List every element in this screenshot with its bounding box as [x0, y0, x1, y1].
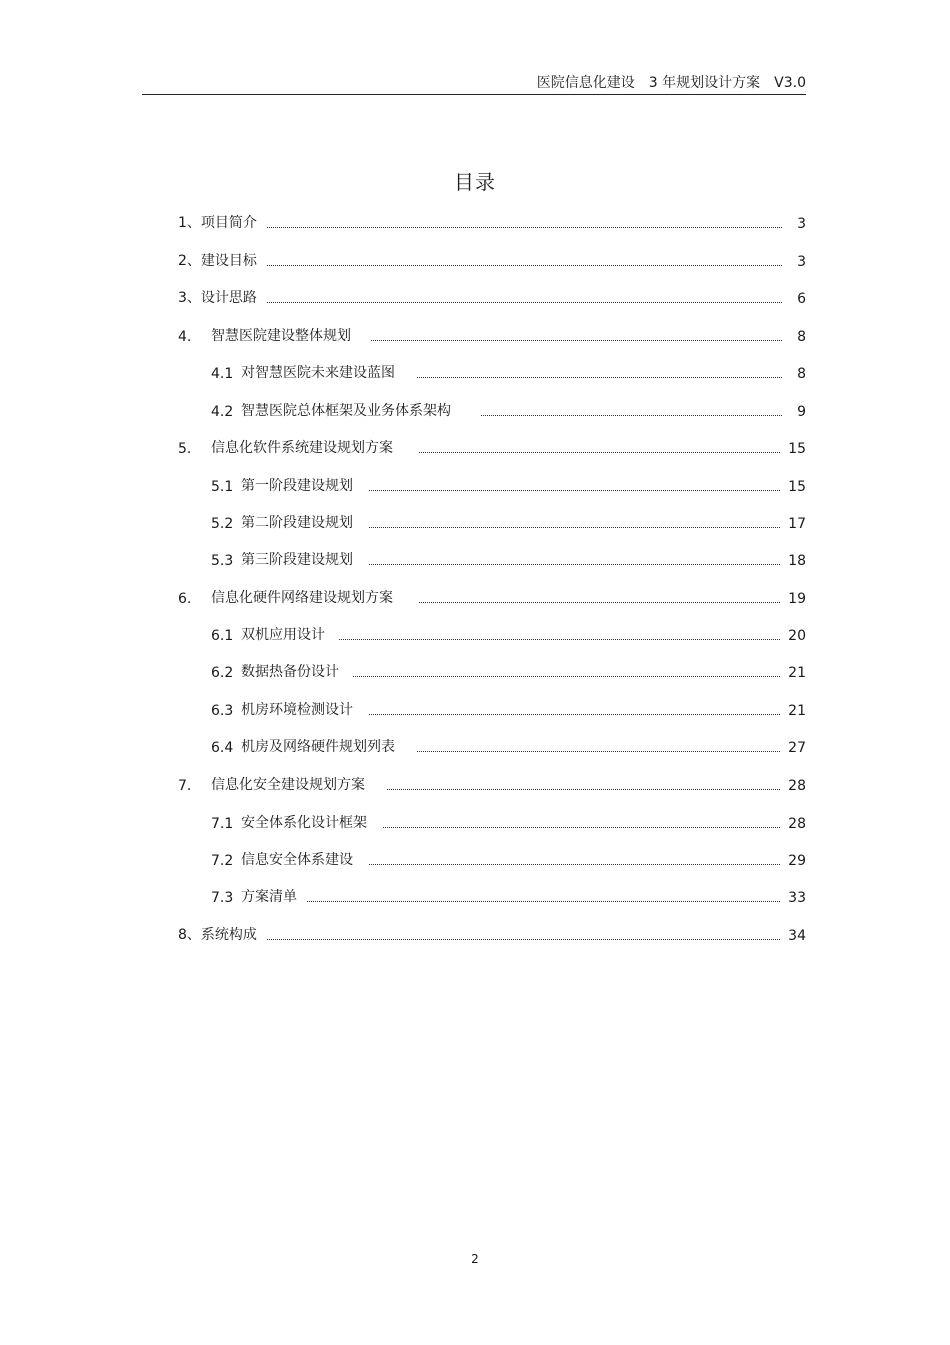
- toc-entry[interactable]: [211, 512, 806, 532]
- toc-title: 目录: [454, 170, 496, 194]
- toc-leader-dots: [387, 788, 780, 790]
- toc-entry-label: 方案清单: [241, 889, 297, 905]
- toc-entry[interactable]: [178, 774, 806, 794]
- toc-leader-dots: [419, 451, 780, 453]
- toc-entry-page: 28: [788, 816, 806, 832]
- toc-entry-label: 信息安全体系建设: [241, 852, 353, 868]
- toc-entry[interactable]: [178, 250, 806, 270]
- toc-entry-label: 智慧医院建设整体规划: [211, 328, 351, 344]
- toc-leader-dots: [267, 226, 782, 228]
- toc-entry-page: 27: [788, 740, 806, 756]
- toc-entry-label: 信息化安全建设规划方案: [211, 777, 365, 793]
- toc-entry[interactable]: [211, 400, 806, 420]
- toc-entry-page: 20: [788, 628, 806, 644]
- toc-entry-label: 第二阶段建设规划: [241, 515, 353, 531]
- toc-entry[interactable]: [178, 587, 806, 607]
- toc-entry-page: 3: [797, 254, 806, 270]
- toc-entry-number: 6.4: [211, 740, 234, 756]
- toc-entry-number: 3、: [178, 290, 201, 306]
- toc-leader-dots: [369, 863, 780, 865]
- toc-entry-number: 5.: [178, 441, 192, 457]
- toc-entry[interactable]: [211, 886, 806, 906]
- toc-entry-number: 6.3: [211, 703, 234, 719]
- toc-entry-number: 7.: [178, 778, 192, 794]
- toc-leader-dots: [383, 826, 780, 828]
- toc-leader-dots: [481, 414, 782, 416]
- toc-entry-label: 安全体系化设计框架: [241, 815, 367, 831]
- toc-leader-dots: [267, 938, 780, 940]
- toc-entry-number: 5.3: [211, 553, 234, 569]
- toc-entry-number: 7.3: [211, 890, 234, 906]
- toc-leader-dots: [419, 601, 780, 603]
- toc-entry-page: 9: [797, 404, 806, 420]
- toc-entry[interactable]: [211, 549, 806, 569]
- header-title: 医院信息化建设 3 年规划设计方案 V3.0: [536, 75, 806, 91]
- toc-entry-page: 33: [788, 890, 806, 906]
- toc-entry-page: 17: [788, 516, 806, 532]
- toc-entry-number: 7.1: [211, 816, 234, 832]
- toc-entry-page: 19: [788, 591, 806, 607]
- toc-entry-page: 21: [788, 665, 806, 681]
- toc-leader-dots: [417, 376, 782, 378]
- toc-entry-label: 第三阶段建设规划: [241, 552, 353, 568]
- toc-entry-number: 7.2: [211, 853, 234, 869]
- toc-leader-dots: [267, 264, 782, 266]
- toc-leader-dots: [369, 713, 780, 715]
- toc-entry[interactable]: [211, 699, 806, 719]
- toc-entry-number: 4.1: [211, 366, 234, 382]
- toc-entry-label: 数据热备份设计: [241, 664, 339, 680]
- toc-entry-number: 5.1: [211, 479, 234, 495]
- page-header: [142, 70, 806, 95]
- toc-entry[interactable]: [178, 325, 806, 345]
- toc-entry-page: 18: [788, 553, 806, 569]
- toc-entry[interactable]: [178, 212, 806, 232]
- toc-entry-number: 4.2: [211, 404, 234, 420]
- toc-entry-page: 15: [788, 441, 806, 457]
- toc-entry[interactable]: [178, 924, 806, 944]
- toc-entry-number: 4.: [178, 329, 192, 345]
- toc-entry-label: 机房及网络硬件规划列表: [241, 739, 395, 755]
- toc-entry-page: 6: [797, 291, 806, 307]
- toc-entry[interactable]: [211, 661, 806, 681]
- toc-leader-dots: [339, 638, 780, 640]
- toc-leader-dots: [369, 489, 780, 491]
- toc-entry-number: 6.1: [211, 628, 234, 644]
- toc-leader-dots: [353, 675, 780, 677]
- toc-entry[interactable]: [211, 849, 806, 869]
- toc-entry-number: 6.: [178, 591, 192, 607]
- toc-entry-page: 34: [788, 928, 806, 944]
- toc-entry-number: 8、: [178, 927, 201, 943]
- toc-entry-label: 项目简介: [200, 215, 257, 231]
- toc-entry[interactable]: [211, 362, 806, 382]
- toc-entry-page: 8: [797, 366, 806, 382]
- toc-leader-dots: [369, 526, 780, 528]
- toc-entry-number: 5.2: [211, 516, 234, 532]
- toc-entry-label: 第一阶段建设规划: [241, 478, 353, 494]
- toc-entry[interactable]: [178, 437, 806, 457]
- toc-leader-dots: [417, 750, 780, 752]
- toc-entry-label: 机房环境检测设计: [241, 702, 353, 718]
- toc-entry-label: 对智慧医院未来建设蓝图: [241, 365, 395, 381]
- page-number: 2: [471, 1252, 479, 1266]
- toc-entry-page: 15: [788, 479, 806, 495]
- toc-entry-label: 设计思路: [200, 290, 257, 306]
- toc-entry-page: 21: [788, 703, 806, 719]
- toc-entry[interactable]: [211, 624, 806, 644]
- toc-entry-label: 信息化软件系统建设规划方案: [211, 440, 393, 456]
- toc-entry-number: 6.2: [211, 665, 234, 681]
- toc-entry-page: 29: [788, 853, 806, 869]
- toc-entry[interactable]: [178, 287, 806, 307]
- toc-entry[interactable]: [211, 812, 806, 832]
- toc-entry-label: 信息化硬件网络建设规划方案: [211, 590, 393, 606]
- toc-entry[interactable]: [211, 736, 806, 756]
- toc-entry-label: 双机应用设计: [241, 627, 325, 643]
- toc-entry-page: 3: [797, 216, 806, 232]
- toc-entry-label: 系统构成: [200, 927, 257, 943]
- toc-leader-dots: [369, 563, 780, 565]
- toc-leader-dots: [307, 900, 780, 902]
- toc-entry-number: 1、: [178, 215, 201, 231]
- toc-entry[interactable]: [211, 475, 806, 495]
- toc-entry-label: 建设目标: [200, 253, 257, 269]
- toc-entry-page: 28: [788, 778, 806, 794]
- toc-leader-dots: [267, 301, 782, 303]
- toc-entry-label: 智慧医院总体框架及业务体系架构: [241, 403, 451, 419]
- toc-entry-page: 8: [797, 329, 806, 345]
- toc-leader-dots: [371, 339, 782, 341]
- toc-entry-number: 2、: [178, 253, 201, 269]
